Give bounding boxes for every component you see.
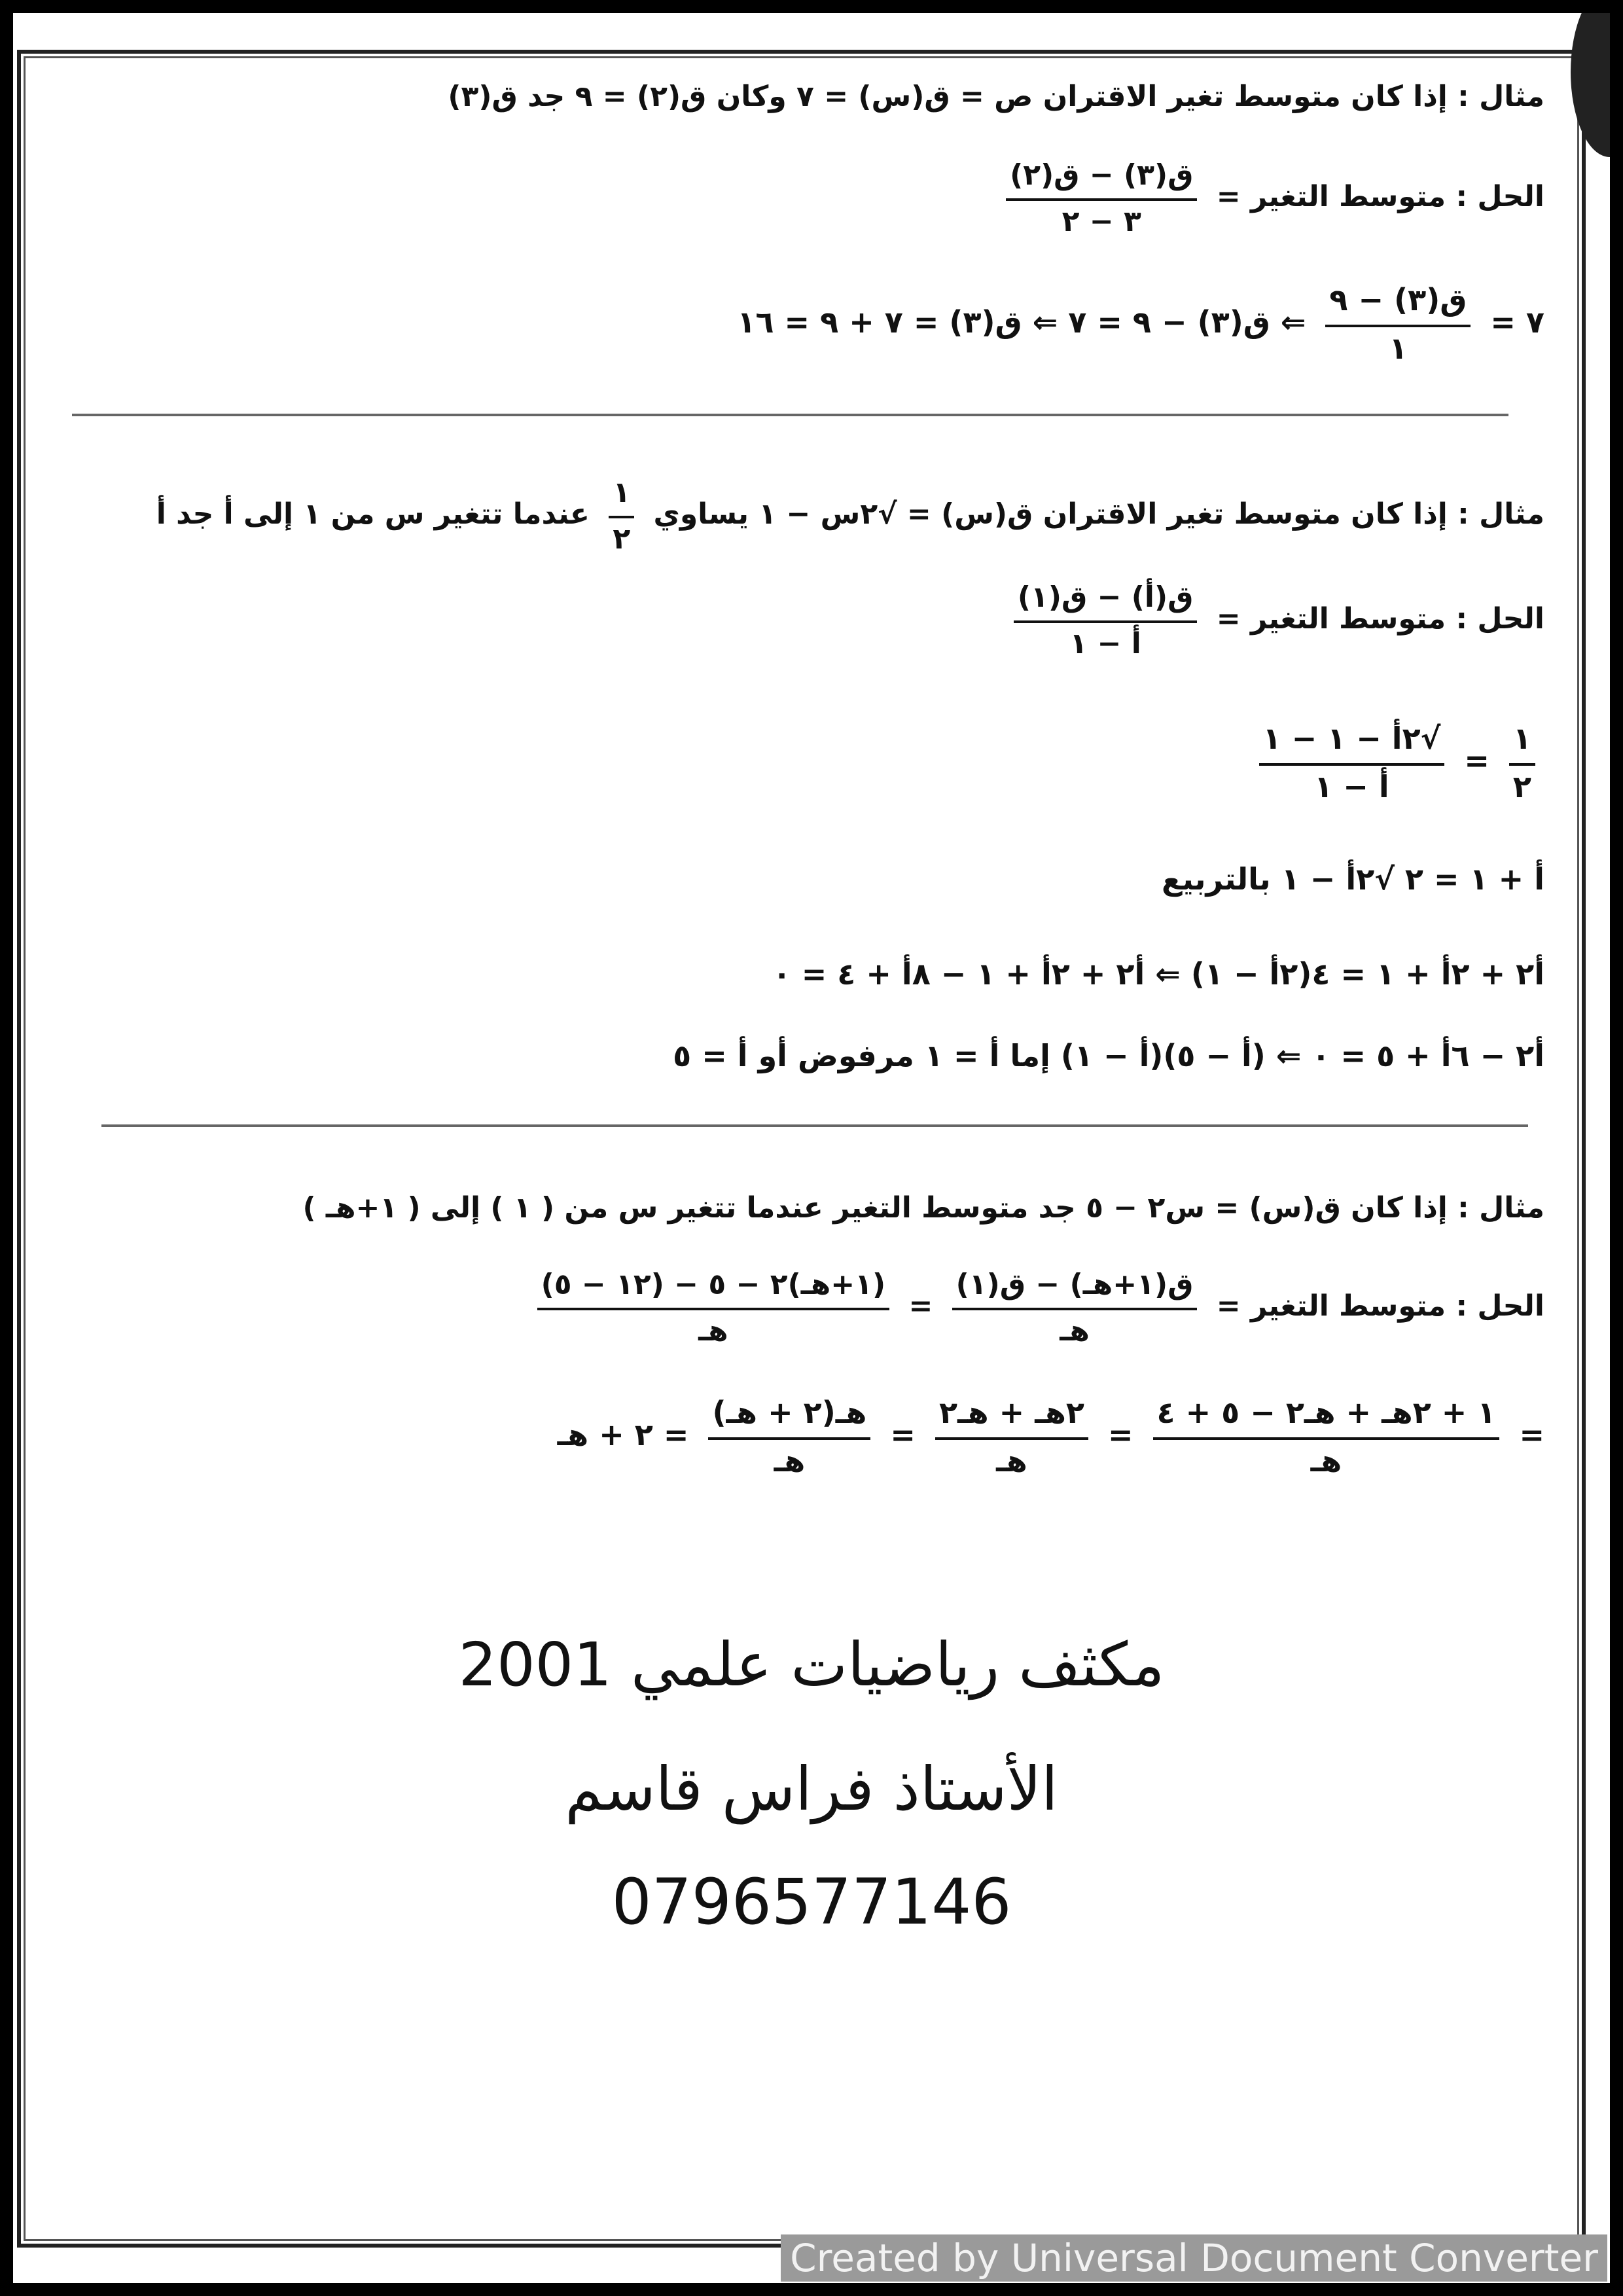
fraction-denominator: هـ [996, 1443, 1027, 1479]
example-3-solution: الحل : متوسط التغير = $\frac{\text{ق(١+هـ) − ق(١)}}{\text{هـ}}$ = $\frac{\text{(١+هـ)٢ − ٥ − (١٢ − ٥)}}{\text{هـ}}$ [528, 1266, 1544, 1349]
fraction-denominator: هـ [1310, 1443, 1342, 1479]
fraction-numerator: ق(٣) − ٩ [1325, 281, 1471, 327]
example-2-step-4: أ٢ − ٦أ + ٥ = ٠ ⇐ (أ − ٥)(أ − ١) إما أ = ١ مرفوض أو أ = ٥ [673, 1038, 1544, 1073]
fraction [935, 1394, 1088, 1480]
watermark: Created by Universal Document Converter [781, 2234, 1607, 2282]
fraction-denominator: هـ [698, 1314, 728, 1348]
fraction-denominator: ٣ − ٢ [1061, 205, 1141, 238]
step-result: = ٢ + هـ [557, 1417, 689, 1452]
fraction [952, 1266, 1198, 1349]
solution-label: الحل : متوسط التغير = [1216, 1289, 1544, 1323]
fraction [1259, 720, 1445, 806]
footer-title: مكثف رياضيات علمي 2001 [458, 1630, 1165, 1700]
footer-phone: 0796577146 [611, 1865, 1012, 1939]
fraction-denominator: ١ [1389, 330, 1408, 366]
fraction-numerator: ١ [609, 475, 634, 518]
fraction [1509, 720, 1535, 806]
example-2-step-1: $\frac{١}{٢}$ = $\frac{\text{√٢أ − ١ − ١}}{\text{أ − ١}}$ [1250, 720, 1545, 806]
example-3-step: = $\frac{\text{١ + ٢هـ + هـ٢ − ٥ + ٤}}{\text{هـ}}$ = $\frac{\text{٢هـ + هـ٢}}{\text{هـ}}$ = $\frac{\text{هـ(٢ + هـ)}}{\text{هـ}}$ = ٢ + هـ [558, 1394, 1544, 1480]
fraction [537, 1266, 890, 1349]
fraction [708, 1394, 870, 1480]
example-1-solution [997, 157, 1544, 240]
fraction [609, 475, 634, 557]
fraction-numerator: ١ + ٢هـ + هـ٢ − ٥ + ٤ [1153, 1394, 1500, 1440]
fraction [1325, 281, 1471, 367]
step-rest: ⇐ ق(٣) − ٩ = ٧ ⇐ ق(٣) = ٧ + ٩ = ١٦ [737, 304, 1306, 340]
fraction-numerator: ٢هـ + هـ٢ [935, 1394, 1088, 1440]
fraction-numerator: √٢أ − ١ − ١ [1259, 720, 1445, 766]
question-part-b: عندما تتغير س من ١ إلى أ جد أ [156, 497, 590, 531]
fraction [1014, 579, 1198, 662]
fraction-numerator: (١+هـ)٢ − ٥ − (١٢ − ٥) [537, 1266, 890, 1310]
footer-teacher: الأستاذ فراس قاسم [565, 1754, 1058, 1824]
example-1-question: مثال : إذا كان متوسط تغير الاقتران ص = ق(س) = ٧ وكان ق(٢) = ٩ جد ق(٣) [448, 80, 1544, 113]
fraction-numerator: هـ(٢ + هـ) [708, 1394, 870, 1440]
fraction-denominator: أ − ١ [1314, 768, 1389, 804]
document-page [13, 13, 1610, 2283]
fraction-denominator: هـ [1060, 1314, 1090, 1348]
fraction-denominator: هـ [774, 1443, 806, 1479]
divider [101, 1124, 1528, 1127]
divider [72, 414, 1508, 416]
example-2-question [156, 475, 1544, 557]
fraction-numerator: ق(١+هـ) − ق(١) [952, 1266, 1198, 1310]
fraction [1153, 1394, 1500, 1480]
fraction-numerator: ق(٣) − ق(٢) [1006, 157, 1197, 201]
solution-label: الحل : متوسط التغير = [1216, 180, 1544, 213]
fraction-numerator: ١ [1509, 720, 1535, 766]
fraction-numerator: ق(أ) − ق(١) [1014, 579, 1198, 623]
step-lhs: ٧ = [1490, 304, 1544, 340]
fraction [1006, 157, 1197, 240]
fraction-denominator: ٢ [613, 522, 631, 556]
solution-label: الحل : متوسط التغير = [1216, 602, 1544, 636]
fraction-denominator: ٢ [1512, 768, 1531, 804]
example-2-step-3: أ٢ + ٢أ + ١ = ٤(٢أ − ١) ⇐ أ٢ + ٢أ + ١ − ٨أ + ٤ = ٠ [772, 956, 1544, 992]
question-part-a: مثال : إذا كان متوسط تغير الاقتران ق(س) = √٢س − ١ يساوي [653, 497, 1544, 531]
fraction-denominator: أ − ١ [1069, 627, 1141, 660]
example-2-step-2: أ + ١ = ٢ √٢أ − ١ بالتربيع [1162, 861, 1544, 897]
example-3-question: مثال : إذا كان ق(س) = س٢ − ٥ جد متوسط التغير عندما تتغير س من ( ١ ) إلى ( ١+هـ ) [302, 1191, 1544, 1225]
example-1-step [737, 281, 1544, 367]
example-2-solution [1005, 579, 1544, 662]
